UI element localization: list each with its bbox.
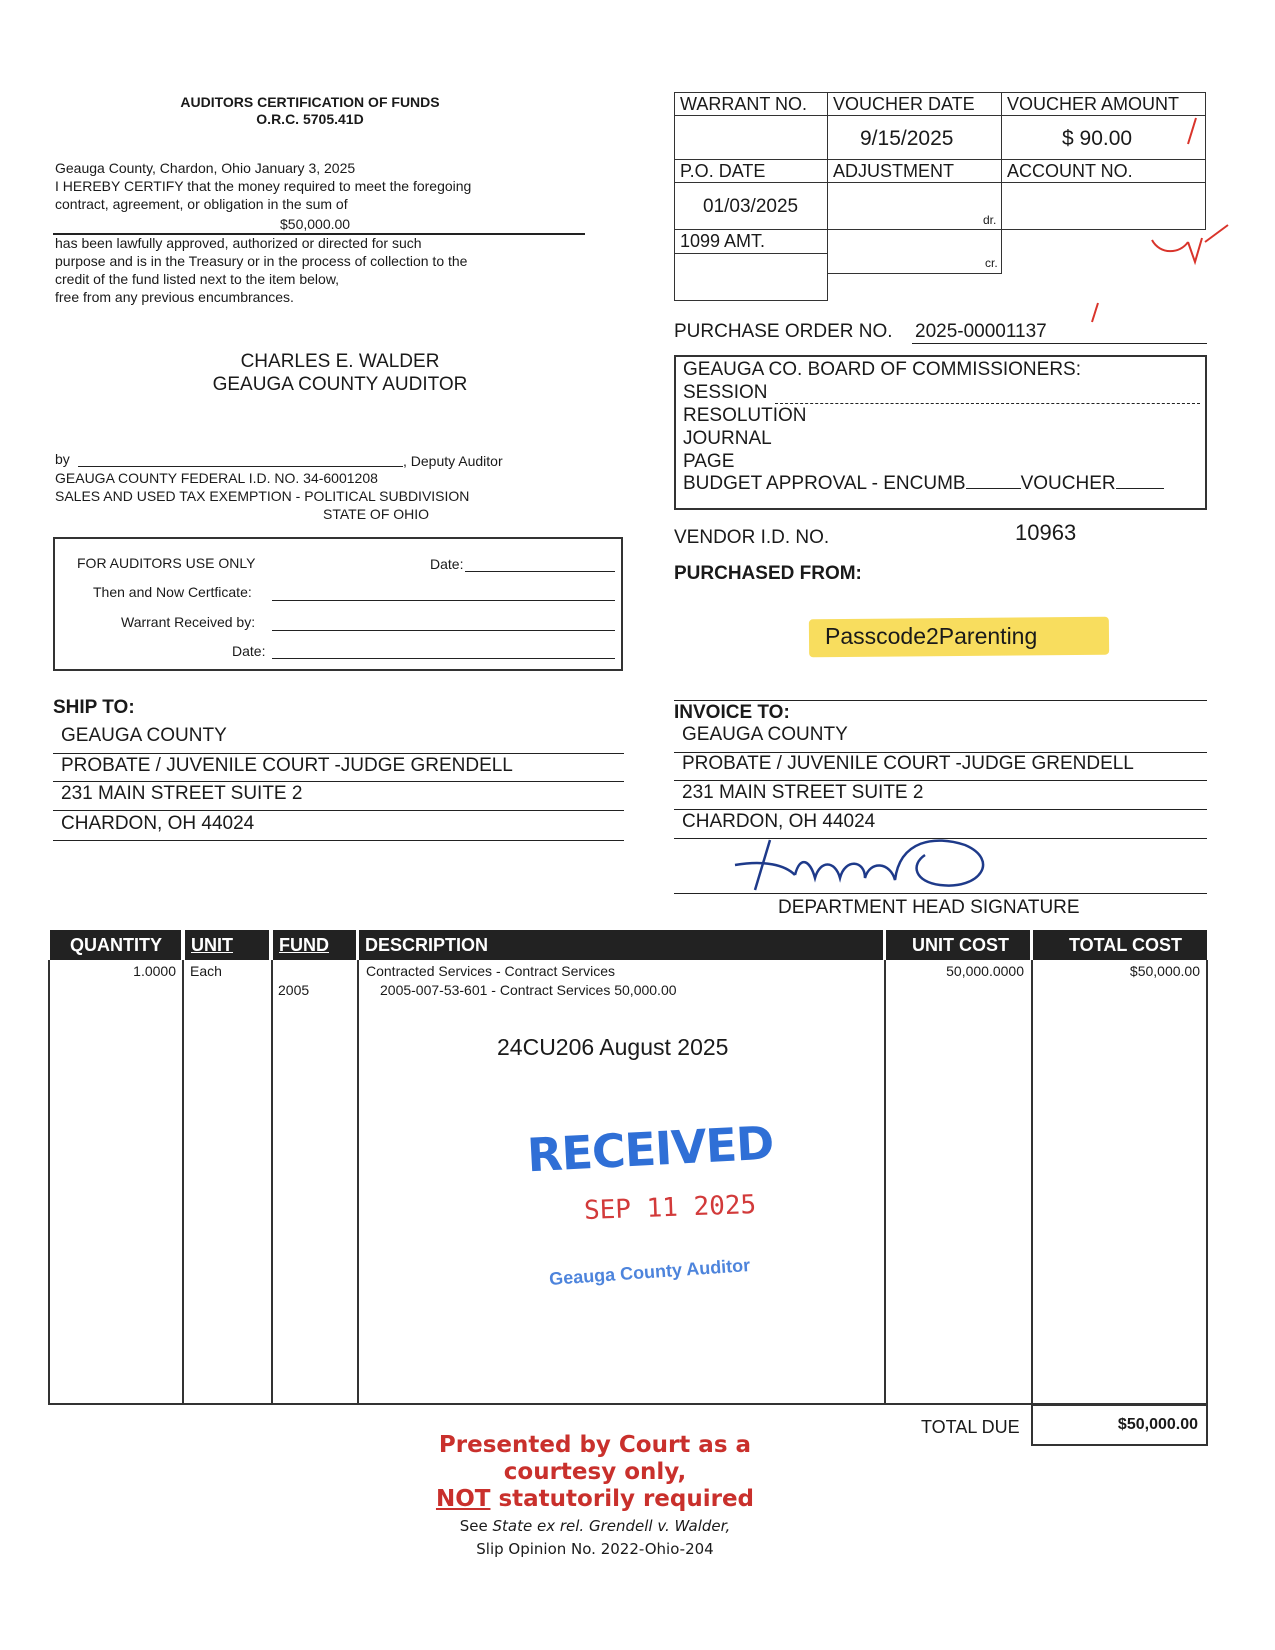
row-quantity: 1.0000 (133, 963, 176, 979)
cert-code: O.R.C. 5705.41D (256, 111, 364, 127)
budget-encumb-label: BUDGET APPROVAL - ENCUMB (683, 473, 966, 494)
deputy-label: , Deputy Auditor (403, 453, 503, 469)
header-fund: FUND (273, 930, 356, 960)
cert-body (55, 159, 585, 213)
invoice-to-rule3 (674, 809, 1207, 810)
po-number-label: PURCHASE ORDER NO. (674, 321, 893, 342)
total-due-label: TOTAL DUE (921, 1417, 1020, 1437)
adjustment-label: ADJUSTMENT (833, 161, 954, 181)
auditor-use-date2-line (272, 658, 615, 659)
voucher-date-value: 9/15/2025 (860, 127, 954, 150)
warrant-no-cell (674, 115, 828, 160)
account-no-label: ACCOUNT NO. (1007, 161, 1133, 181)
cert-line5: purpose and is in the Treasury or in the process of collection to the (55, 253, 468, 269)
courtesy-not: NOT (435, 1486, 491, 1512)
po-number: 2025-00001137 (915, 321, 1047, 342)
auditor-use-date-line (465, 571, 615, 572)
then-now-line (272, 600, 615, 601)
row-fund: 2005 (278, 982, 310, 998)
auditor-title: GEAUGA COUNTY AUDITOR (212, 374, 468, 395)
header-unit-cost: UNIT COST (886, 930, 1030, 960)
header-quantity: QUANTITY (50, 930, 181, 960)
cert-line6: credit of the fund listed next to the item below, (55, 271, 340, 287)
cert-body2 (55, 234, 585, 306)
received-stamp: RECEIVED (525, 1115, 775, 1183)
header-description: DESCRIPTION (359, 930, 883, 960)
header-unit: UNIT (185, 930, 269, 960)
ship-to-rule3 (53, 810, 624, 811)
cert-line1: Geauga County, Chardon, Ohio January 3, 2025 (55, 160, 356, 176)
by-label: by (55, 451, 70, 467)
po-date-value: 01/03/2025 (703, 196, 799, 217)
courtesy-line2: courtesy only, (503, 1459, 687, 1485)
cert-sum: $50,000.00 (280, 216, 351, 232)
board-block (683, 358, 1081, 473)
case-citation (400, 1515, 790, 1561)
state-label: STATE OF OHIO (323, 506, 430, 522)
auditor-block (190, 350, 490, 396)
cert-line2: I HEREBY CERTIFY that the money required to meet the foregoing (55, 178, 472, 194)
auditor-name: CHARLES E. WALDER (240, 351, 440, 372)
board-journal: JOURNAL (683, 428, 772, 449)
citation-case: State ex rel. Grendell v. Walder, (492, 1517, 731, 1535)
courtesy-line1: Presented by Court as a (438, 1432, 752, 1458)
row-desc2: 2005-007-53-601 - Contract Services 50,000.00 (380, 982, 677, 998)
tax-exempt: SALES AND USED TAX EXEMPTION - POLITICAL SUBDIVISION (55, 488, 470, 504)
invoice-to-rule2 (674, 780, 1207, 781)
ship-to-rule2 (53, 781, 624, 782)
citation-see: See (459, 1517, 493, 1535)
total-due-value: $50,000.00 (1117, 1416, 1198, 1433)
encumb-blank (966, 488, 1021, 489)
ship-to-line1: GEAUGA COUNTY (61, 725, 227, 746)
received-date: SEP 11 2025 (583, 1190, 757, 1226)
session-line (775, 403, 1200, 404)
ship-to-line3: 231 MAIN STREET SUITE 2 (61, 783, 303, 804)
budget-voucher-label: VOUCHER (1020, 473, 1116, 494)
items-body (48, 960, 1208, 1405)
po-date-label: P.O. DATE (680, 161, 766, 181)
ship-to-line2: PROBATE / JUVENILE COURT -JUDGE GRENDELL (61, 755, 513, 776)
voucher-date-label: VOUCHER DATE (833, 94, 975, 114)
cert-heading: AUDITORS CERTIFICATION OF FUNDS (180, 94, 440, 110)
invoice-to-line2: PROBATE / JUVENILE COURT -JUDGE GRENDELL (682, 753, 1134, 774)
adjustment-cr-cell (827, 229, 1002, 274)
header-total-cost: TOTAL COST (1033, 930, 1207, 960)
federal-id: GEAUGA COUNTY FEDERAL I.D. NO. 34-6001208 (55, 470, 378, 486)
then-now-label: Then and Now Certficate: (93, 584, 252, 600)
ship-to-rule4 (53, 840, 624, 841)
row-total-cost: $50,000.00 (1129, 963, 1200, 979)
amt-1099-cell (674, 253, 828, 301)
warrant-no-label: WARRANT NO. (680, 94, 808, 114)
amt-1099-label: 1099 AMT. (680, 231, 766, 251)
courtesy-notice (400, 1432, 790, 1513)
by-signature-line (78, 466, 403, 467)
voucher-amount-label: VOUCHER AMOUNT (1007, 94, 1180, 114)
po-check-mark-icon (1088, 302, 1102, 324)
citation-line1 (400, 1515, 790, 1538)
col-divider-4 (884, 960, 886, 1405)
vendor-name: Passcode2Parenting (825, 623, 1038, 649)
warrant-received-line (272, 630, 615, 631)
board-resolution: RESOLUTION (683, 405, 807, 426)
cert-line3: contract, agreement, or obligation in the sum of (55, 196, 348, 212)
signature-label: DEPARTMENT HEAD SIGNATURE (778, 897, 1080, 918)
cert-line4: has been lawfully approved, authorized or directed for such (55, 235, 422, 251)
handwritten-signature (725, 820, 1005, 900)
purchased-from-label: PURCHASED FROM: (674, 563, 862, 584)
vendor-id: 10963 (1015, 520, 1077, 545)
board-page: PAGE (683, 451, 735, 472)
item-note: 24CU206 August 2025 (497, 1034, 729, 1060)
courtesy-line3 (400, 1486, 790, 1513)
budget-approval (683, 473, 1164, 495)
board-title: GEAUGA CO. BOARD OF COMMISSIONERS: (683, 359, 1081, 380)
invoice-to-top-rule (674, 700, 1207, 701)
cert-line7: free from any previous encumbrances. (55, 289, 294, 305)
warrant-received-label: Warrant Received by: (121, 614, 256, 630)
vendor-id-label: VENDOR I.D. NO. (674, 527, 830, 548)
initials-mark-icon (1150, 220, 1230, 270)
auditor-use-title: FOR AUDITORS USE ONLY (77, 555, 256, 571)
col-divider-3 (357, 960, 359, 1405)
check-mark-icon (1182, 116, 1202, 146)
cr-label: cr. (985, 256, 998, 270)
citation-opinion: Slip Opinion No. 2022-Ohio-204 (476, 1540, 714, 1558)
row-unit-cost: 50,000.0000 (946, 963, 1024, 979)
row-unit: Each (190, 963, 222, 979)
po-number-line (912, 343, 1207, 344)
invoice-to-line1: GEAUGA COUNTY (682, 724, 848, 745)
invoice-to-label: INVOICE TO: (674, 702, 790, 723)
voucher-blank (1116, 488, 1164, 489)
ship-to-line4: CHARDON, OH 44024 (61, 813, 255, 834)
ship-to-rule1 (53, 753, 624, 754)
received-org: Geauga County Auditor (548, 1255, 751, 1289)
col-divider-1 (182, 960, 184, 1405)
col-divider-5 (1031, 960, 1033, 1405)
invoice-to-line3: 231 MAIN STREET SUITE 2 (682, 782, 924, 803)
col-divider-2 (271, 960, 273, 1405)
row-desc1: Contracted Services - Contract Services (366, 963, 615, 979)
cert-title (150, 94, 470, 128)
voucher-amount-value: $ 90.00 (1062, 127, 1133, 150)
auditor-use-date2-label: Date: (232, 643, 266, 659)
courtesy-line3-rest: statutorily required (490, 1486, 755, 1512)
ship-to-label: SHIP TO: (53, 697, 135, 718)
dr-label: dr. (983, 213, 997, 227)
auditor-use-date-label: Date: (430, 556, 464, 572)
adjustment-dr-cell (827, 182, 1002, 230)
board-session: SESSION (683, 382, 768, 403)
invoice-to-line4: CHARDON, OH 44024 (682, 811, 876, 832)
